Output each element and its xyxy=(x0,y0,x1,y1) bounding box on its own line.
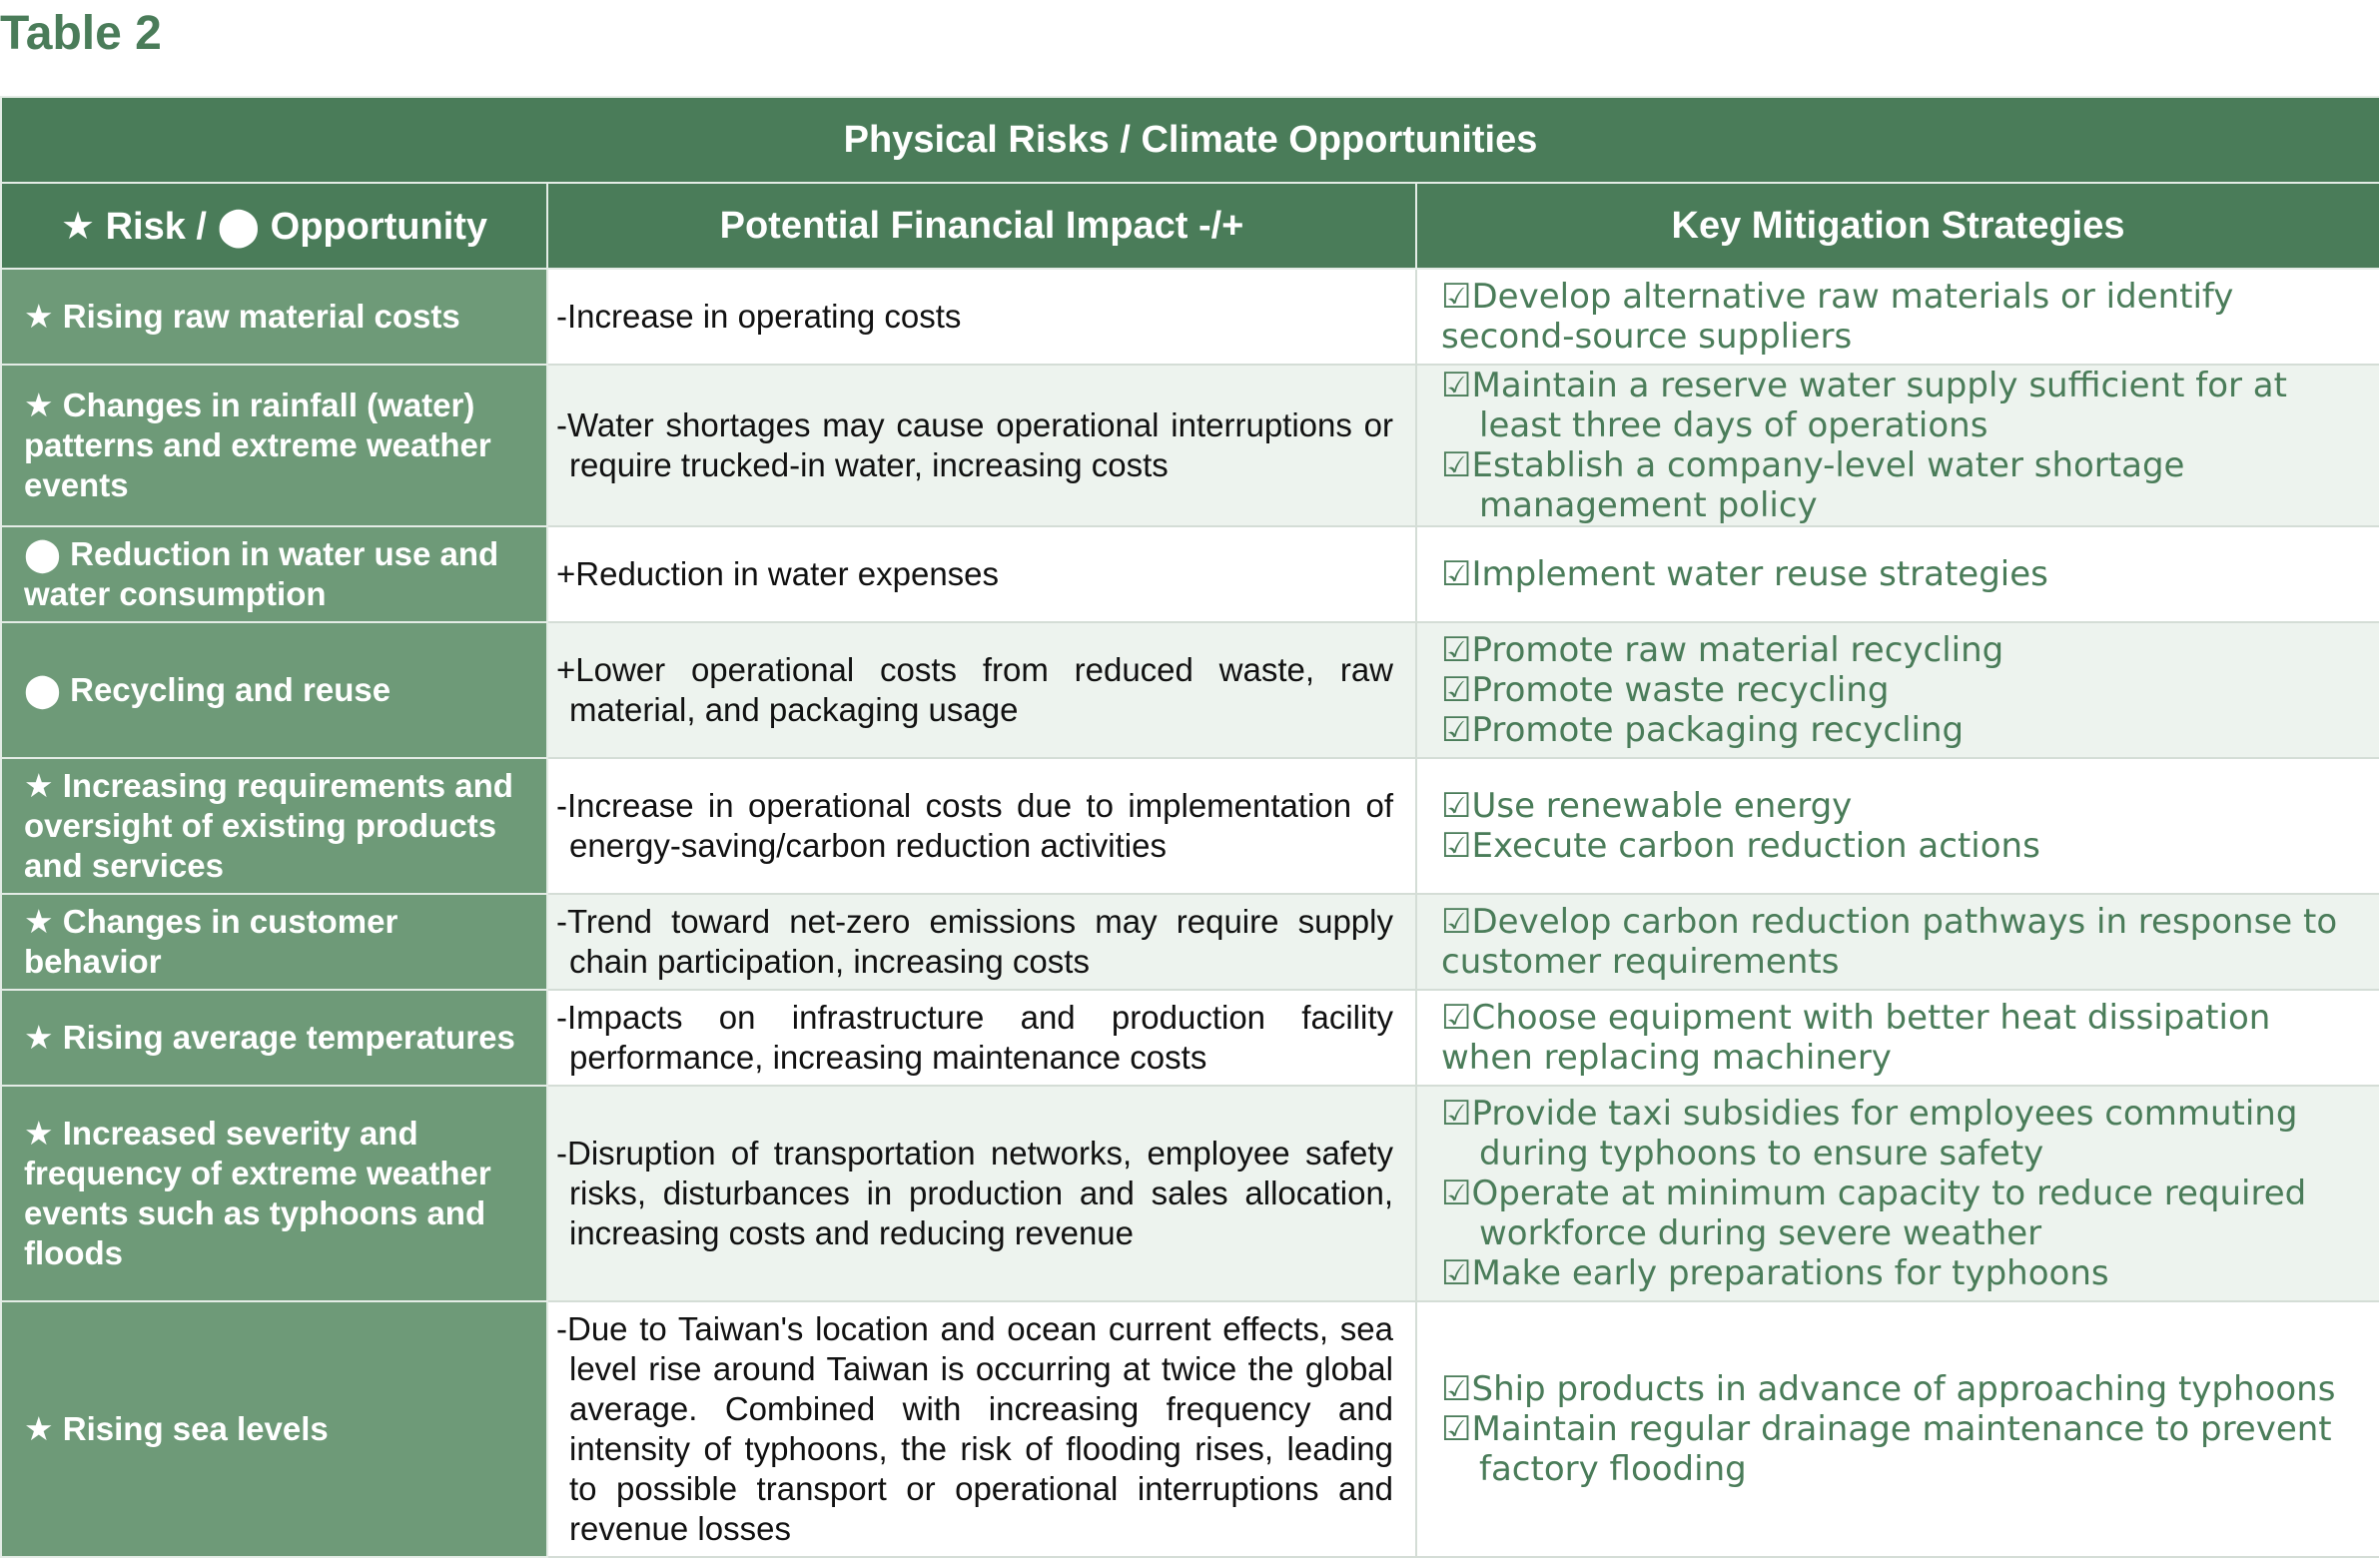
risk-cell xyxy=(1,269,547,365)
table-row xyxy=(1,990,2379,1086)
strategy-item xyxy=(1441,445,2365,525)
header-risk-opportunity xyxy=(1,183,547,269)
risk-label: Increasing requirements and oversight of existing products and services xyxy=(24,767,513,884)
risk-cell xyxy=(1,1086,547,1301)
strategy-text: Execute carbon reduction actions xyxy=(1471,826,2040,866)
impact-text: -Due to Taiwan's location and ocean current effects, sea level rise around Taiwan is occurring at twice the global average. Combined with increasing frequency and intensity of typhoons, the risk of flooding rises, leading to possible transport or operational interruptions and revenue losses xyxy=(556,1310,1393,1547)
strategy-text: Ship products in advance of approaching typhoons xyxy=(1471,1369,2336,1409)
risk-label: Reduction in water use and water consumption xyxy=(24,535,499,612)
risk-label: Rising raw material costs xyxy=(62,298,460,335)
risk-label: Changes in rainfall (water) patterns and extreme weather events xyxy=(24,387,491,503)
strategy-item xyxy=(1441,786,2365,826)
checkbox-checked-icon: ☑ xyxy=(1441,1253,1472,1293)
table-row xyxy=(1,365,2379,526)
risk-label: Rising sea levels xyxy=(62,1410,329,1447)
table-row xyxy=(1,526,2379,622)
strategy-cell xyxy=(1416,365,2379,526)
checkbox-checked-icon: ☑ xyxy=(1441,1174,1472,1213)
risk-cell xyxy=(1,622,547,758)
impact-cell xyxy=(547,1301,1416,1557)
star-icon: ★ xyxy=(24,1409,54,1448)
header-financial-impact: Potential Financial Impact -/+ xyxy=(547,183,1416,269)
strategy-text: Choose equipment with better heat dissipation when replacing machinery xyxy=(1441,998,2271,1078)
strategy-item xyxy=(1441,902,2365,982)
strategy-text: Promote waste recycling xyxy=(1471,670,1890,710)
table-row xyxy=(1,622,2379,758)
checkbox-checked-icon: ☑ xyxy=(1441,786,1472,826)
strategy-text: Use renewable energy xyxy=(1471,786,1853,826)
strategy-item xyxy=(1441,1409,2365,1489)
star-icon: ★ xyxy=(60,203,96,248)
strategy-cell xyxy=(1416,894,2379,990)
checkbox-checked-icon: ☑ xyxy=(1441,630,1472,670)
header-mitigation-strategies: Key Mitigation Strategies xyxy=(1416,183,2379,269)
risk-label: Changes in customer behavior xyxy=(24,903,398,980)
strategy-item xyxy=(1441,554,2365,594)
strategy-cell xyxy=(1416,526,2379,622)
table-row xyxy=(1,758,2379,894)
star-icon: ★ xyxy=(24,1114,54,1153)
strategy-text: Operate at minimum capacity to reduce required workforce during severe weather xyxy=(1471,1174,2307,1253)
checkbox-checked-icon: ☑ xyxy=(1441,445,1472,485)
impact-text: -Increase in operating costs xyxy=(556,298,962,335)
risk-label: Rising average temperatures xyxy=(62,1019,515,1056)
risk-cell xyxy=(1,1301,547,1557)
impact-text: +Reduction in water expenses xyxy=(556,555,1000,592)
star-icon: ★ xyxy=(24,1018,54,1057)
impact-cell xyxy=(547,269,1416,365)
checkbox-checked-icon: ☑ xyxy=(1441,1409,1472,1449)
strategy-item xyxy=(1441,1094,2365,1174)
impact-cell xyxy=(547,622,1416,758)
table-header-row xyxy=(1,183,2379,269)
impact-text: -Increase in operational costs due to implementation of energy-saving/carbon reduction activities xyxy=(556,787,1393,864)
header-risk-label: Risk / xyxy=(105,205,207,248)
table-caption-row xyxy=(1,97,2379,183)
strategy-text: Provide taxi subsidies for employees commuting during typhoons to ensure safety xyxy=(1471,1094,2298,1174)
impact-cell xyxy=(547,526,1416,622)
impact-cell xyxy=(547,894,1416,990)
checkbox-checked-icon: ☑ xyxy=(1441,1369,1472,1409)
impact-text: -Trend toward net-zero emissions may require supply chain participation, increasing costs xyxy=(556,903,1393,980)
table-row xyxy=(1,1086,2379,1301)
impact-text: -Impacts on infrastructure and production facility performance, increasing maintenance costs xyxy=(556,999,1393,1076)
strategy-item xyxy=(1441,670,2365,710)
strategy-item xyxy=(1441,1253,2365,1293)
strategy-text: Establish a company-level water shortage management policy xyxy=(1471,445,2185,525)
impact-cell xyxy=(547,758,1416,894)
table-caption: Physical Risks / Climate Opportunities xyxy=(1,97,2379,183)
strategy-text: Maintain a reserve water supply sufficient for at least three days of operations xyxy=(1471,366,2287,445)
circle-icon: ⬤ xyxy=(24,670,61,709)
star-icon: ★ xyxy=(24,386,54,424)
risk-label: Recycling and reuse xyxy=(70,671,392,708)
checkbox-checked-icon: ☑ xyxy=(1441,1094,1472,1134)
strategy-cell xyxy=(1416,269,2379,365)
strategy-text: Develop carbon reduction pathways in response to customer requirements xyxy=(1441,902,2338,982)
star-icon: ★ xyxy=(24,902,54,941)
risk-cell xyxy=(1,990,547,1086)
table-body xyxy=(1,269,2379,1557)
impact-text: -Disruption of transportation networks, employee safety risks, disturbances in production and sales allocation, increasing costs and reducing revenue xyxy=(556,1135,1393,1251)
impact-cell xyxy=(547,990,1416,1086)
strategy-cell xyxy=(1416,990,2379,1086)
risk-cell xyxy=(1,526,547,622)
strategy-item xyxy=(1441,998,2365,1078)
checkbox-checked-icon: ☑ xyxy=(1441,902,1472,942)
risk-label: Increased severity and frequency of extreme weather events such as typhoons and floods xyxy=(24,1115,491,1271)
risk-cell xyxy=(1,758,547,894)
strategy-text: Develop alternative raw materials or identify second-source suppliers xyxy=(1441,277,2234,357)
star-icon: ★ xyxy=(24,297,54,336)
checkbox-checked-icon: ☑ xyxy=(1441,998,1472,1038)
strategy-cell xyxy=(1416,758,2379,894)
strategy-cell xyxy=(1416,622,2379,758)
checkbox-checked-icon: ☑ xyxy=(1441,826,1472,866)
strategy-text: Make early preparations for typhoons xyxy=(1471,1253,2109,1293)
risk-opportunity-table xyxy=(0,96,2379,1558)
star-icon: ★ xyxy=(24,766,54,805)
table-row xyxy=(1,894,2379,990)
circle-icon: ⬤ xyxy=(24,534,61,573)
circle-icon: ⬤ xyxy=(217,203,261,248)
risk-cell xyxy=(1,894,547,990)
checkbox-checked-icon: ☑ xyxy=(1441,277,1472,317)
table-row xyxy=(1,269,2379,365)
strategy-item xyxy=(1441,277,2365,357)
strategy-item xyxy=(1441,1369,2365,1409)
strategy-text: Maintain regular drainage maintenance to prevent factory flooding xyxy=(1471,1409,2332,1489)
strategy-item xyxy=(1441,1174,2365,1253)
impact-text: -Water shortages may cause operational interruptions or require trucked-in water, increasing costs xyxy=(556,406,1393,483)
risk-cell xyxy=(1,365,547,526)
strategy-item xyxy=(1441,710,2365,750)
checkbox-checked-icon: ☑ xyxy=(1441,554,1472,594)
strategy-item xyxy=(1441,366,2365,445)
document-title: Table 2 xyxy=(0,7,162,60)
strategy-item xyxy=(1441,826,2365,866)
strategy-item xyxy=(1441,630,2365,670)
strategy-text: Promote raw material recycling xyxy=(1471,630,2004,670)
checkbox-checked-icon: ☑ xyxy=(1441,710,1472,750)
strategy-text: Promote packaging recycling xyxy=(1471,710,1965,750)
table-row xyxy=(1,1301,2379,1557)
strategy-cell xyxy=(1416,1086,2379,1301)
strategy-text: Implement water reuse strategies xyxy=(1471,554,2048,594)
header-opportunity-label: Opportunity xyxy=(270,205,488,248)
impact-cell xyxy=(547,1086,1416,1301)
impact-cell xyxy=(547,365,1416,526)
impact-text: +Lower operational costs from reduced waste, raw material, and packaging usage xyxy=(556,651,1393,728)
checkbox-checked-icon: ☑ xyxy=(1441,366,1472,405)
checkbox-checked-icon: ☑ xyxy=(1441,670,1472,710)
strategy-cell xyxy=(1416,1301,2379,1557)
